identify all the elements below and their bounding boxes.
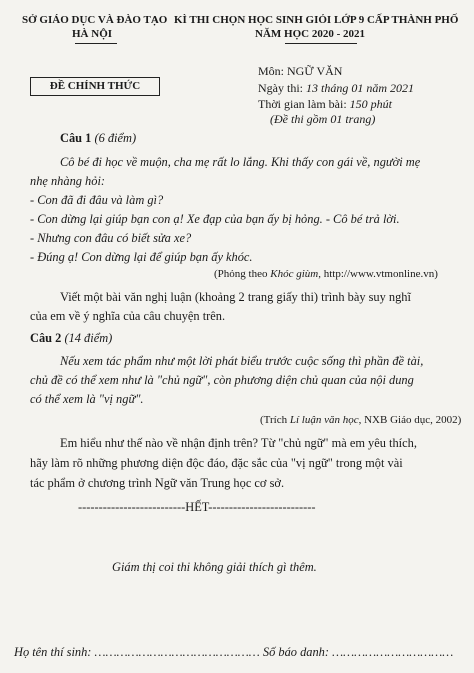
school-year: NĂM HỌC 2020 - 2021 <box>255 28 365 40</box>
subject-value: NGỮ VĂN <box>287 64 343 78</box>
quote-line: Nếu xem tác phẩm như một lời phát biểu trước cuộc sống thì phần đề tài, <box>60 354 424 368</box>
question2-prompt-line: Em hiểu như thế nào về nhận định trên? Từ "chủ ngữ" mà em yêu thích, <box>60 436 417 450</box>
candidate-id-label: Số báo danh: <box>262 645 330 659</box>
question1-prompt-line: của em về ý nghĩa của câu chuyện trên. <box>30 309 226 323</box>
story-line: nhẹ nhàng hỏi: <box>30 174 106 188</box>
city-name: HÀ NỘI <box>72 28 113 40</box>
quote-line: có thể xem là "vị ngữ". <box>30 392 144 406</box>
quote-line: chủ đề có thể xem như là "chủ ngữ", còn phương diện chủ quan của nội dung <box>30 373 414 387</box>
date-label: Ngày thi: <box>258 81 303 95</box>
question1-points: (6 điểm) <box>94 131 137 145</box>
source-prefix: (Phỏng theo <box>214 268 271 280</box>
candidate-id-dots: …………………………… <box>332 645 454 659</box>
question1-label: Câu 1 <box>60 131 92 145</box>
department-name: SỞ GIÁO DỤC VÀ ĐÀO TẠO <box>22 14 168 26</box>
official-exam-label: ĐỀ CHÍNH THỨC <box>30 77 160 96</box>
subject-label: Môn: <box>258 64 285 78</box>
candidate-info <box>14 645 453 660</box>
question2-heading <box>30 331 112 346</box>
date-value: 13 tháng 01 năm 2021 <box>306 81 414 95</box>
time-label: Thời gian làm bài: <box>258 97 347 111</box>
candidate-name-label: Họ tên thí sinh: <box>14 645 92 659</box>
source-suffix: , http://www.vtmonline.vn) <box>318 268 438 280</box>
question2-source <box>260 414 461 426</box>
source-suffix: , NXB Giáo dục, 2002) <box>358 414 462 426</box>
exam-title: KÌ THI CHỌN HỌC SINH GIỎI LỚP 9 CẤP THÀNH PHỐ <box>174 14 459 26</box>
end-marker: --------------------------HẾT-------------------------- <box>78 500 316 514</box>
source-title: Lí luận văn học <box>289 414 359 426</box>
candidate-name-dots: ……………………………………… <box>94 645 260 659</box>
header-right-underline <box>285 43 357 44</box>
story-line: - Nhưng con đâu có biết sửa xe? <box>30 231 192 245</box>
story-line: Cô bé đi học về muộn, cha mẹ rất lo lắng. Khi thấy con gái về, người mẹ <box>60 155 421 169</box>
source-title: Khóc giùm <box>270 268 319 280</box>
question1-source <box>214 268 438 280</box>
pages-note: (Đề thi gồm 01 trang) <box>270 112 376 126</box>
footer-note: Giám thị coi thi không giải thích gì thêm. <box>112 560 317 574</box>
header-left-underline <box>75 43 117 44</box>
time-line <box>258 97 392 112</box>
question2-prompt-line: tác phẩm ở chương trình Ngữ văn Trung học cơ sở. <box>30 476 285 490</box>
question2-prompt-line: hãy làm rõ những phương diện độc đáo, đặc sắc của "vị ngữ" trong một vài <box>30 456 403 470</box>
time-value: 150 phút <box>349 97 393 111</box>
source-prefix: (Trích <box>260 414 290 426</box>
subject-line <box>258 64 342 79</box>
date-line <box>258 81 414 96</box>
question2-label: Câu 2 <box>30 331 62 345</box>
question1-heading <box>60 131 136 146</box>
story-line: - Đúng ạ! Con dừng lại để giúp bạn ấy khóc. <box>30 250 253 264</box>
story-line: - Con đã đi đâu và làm gì? <box>30 193 164 207</box>
question2-points: (14 điểm) <box>64 331 113 345</box>
story-line: - Con dừng lại giúp bạn con ạ! Xe đạp của bạn ấy bị hỏng. - Cô bé trả lời. <box>30 212 400 226</box>
question1-prompt-line: Viết một bài văn nghị luận (khoảng 2 trang giấy thi) trình bày suy nghĩ <box>60 290 411 304</box>
